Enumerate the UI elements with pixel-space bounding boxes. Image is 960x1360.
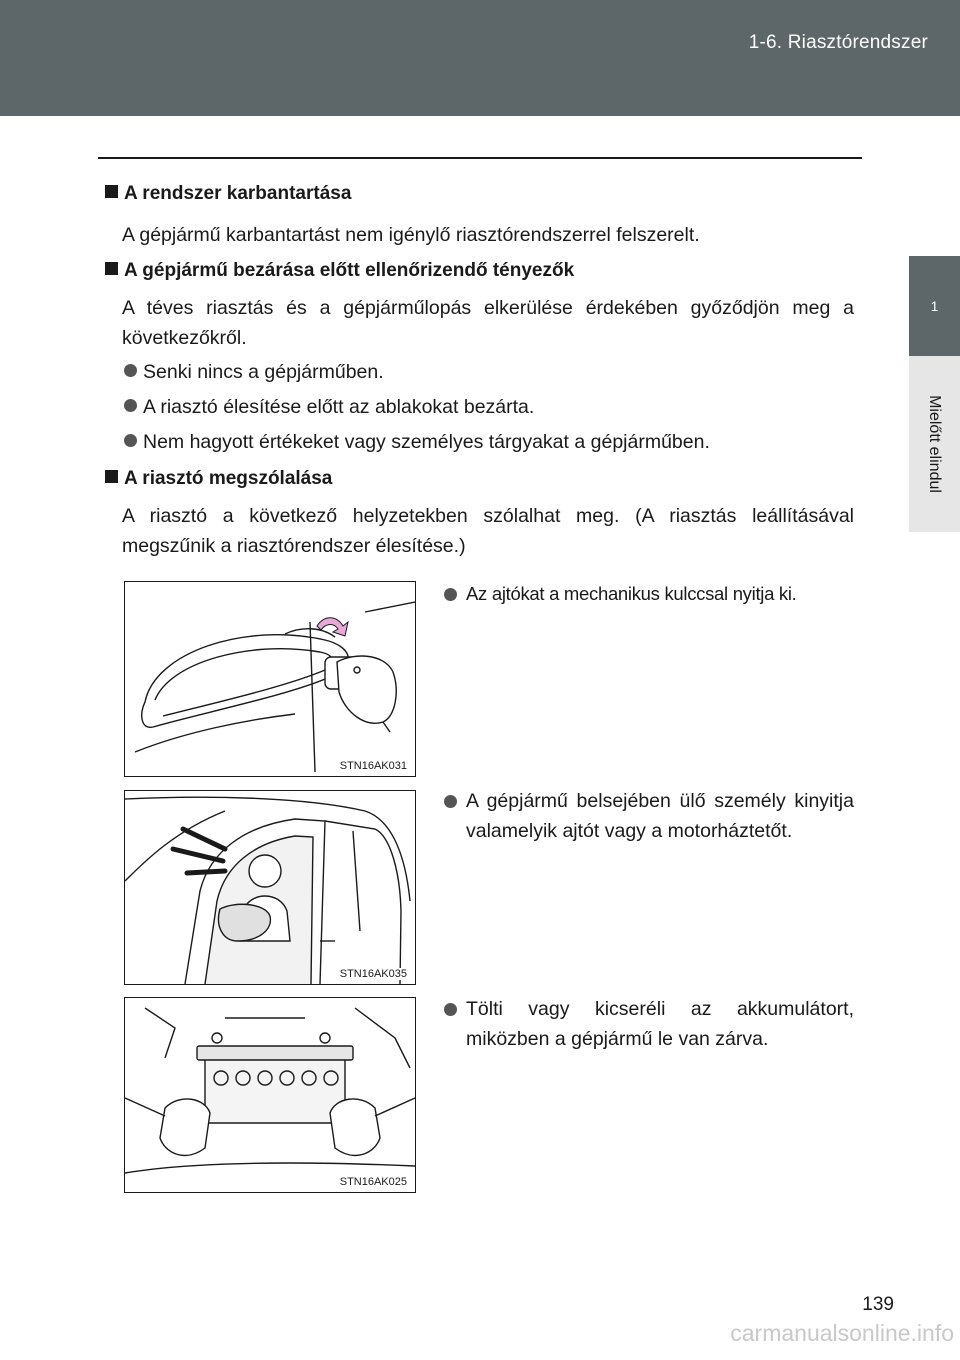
- round-bullet-icon: [124, 434, 137, 447]
- list-item: Senki nincs a gépjárműben.: [124, 357, 384, 387]
- figure-code: STN16AK035: [339, 968, 407, 980]
- chapter-label: Mielőtt elindul: [926, 395, 943, 493]
- watermark[interactable]: carmanualsonline.info: [730, 1320, 954, 1346]
- figure-caption: Tölti vagy kicseréli az akkumulátort, miközben a gépjármű le van zárva.: [444, 994, 854, 1054]
- square-bullet-icon: [105, 185, 118, 198]
- figure-caption: Az ajtókat a mechanikus kulccsal nyitja ki.: [444, 579, 854, 609]
- section-text-alarm-sounding: A riasztó a következő helyzetekben szólalhat meg. (A riasztás leállításával megszűnik a riasztórendszer élesítése.): [122, 505, 854, 557]
- list-item: Nem hagyott értékeket vagy személyes tárgyakat a gépjárműben.: [124, 427, 710, 457]
- figure-key-door: [124, 581, 416, 777]
- figure-person-door: [124, 790, 416, 985]
- section-heading-maintenance: A rendszer karbantartása: [105, 183, 351, 205]
- round-bullet-icon: [444, 588, 457, 601]
- round-bullet-icon: [124, 399, 137, 412]
- round-bullet-icon: [444, 1003, 457, 1016]
- round-bullet-icon: [124, 364, 137, 377]
- battery-replacement-illustration: [125, 998, 415, 1192]
- person-opening-door-illustration: [125, 791, 415, 984]
- square-bullet-icon: [105, 262, 118, 275]
- header-rule: [98, 157, 862, 159]
- key-in-door-lock-illustration: [125, 582, 415, 776]
- page-header-title: 1-6. Riasztórendszer: [748, 32, 928, 53]
- square-bullet-icon: [105, 470, 118, 483]
- chapter-number-tab[interactable]: [909, 256, 960, 356]
- header-bar: [0, 0, 960, 116]
- section-heading-alarm-sounding: A riasztó megszólalása: [105, 468, 332, 490]
- section-text-before-locking: A téves riasztás és a gépjárműlopás elkerülése érdekében győződjön meg a következőkről.: [122, 297, 854, 349]
- figure-code: STN16AK031: [339, 760, 407, 772]
- section-heading-before-locking: A gépjármű bezárása előtt ellenőrizendő tényezők: [105, 260, 574, 282]
- figure-code: STN16AK025: [339, 1176, 407, 1188]
- chapter-number: 1: [930, 298, 939, 314]
- list-item: A riasztó élesítése előtt az ablakokat bezárta.: [124, 392, 534, 422]
- section-text-maintenance: A gépjármű karbantartást nem igénylő riasztórendszerrel felszerelt.: [122, 224, 700, 246]
- figure-battery: [124, 997, 416, 1193]
- round-bullet-icon: [444, 795, 457, 808]
- figure-caption: A gépjármű belsejében ülő személy kinyitja valamelyik ajtót vagy a motorháztetőt.: [444, 786, 854, 846]
- page-number: 139: [862, 1294, 894, 1315]
